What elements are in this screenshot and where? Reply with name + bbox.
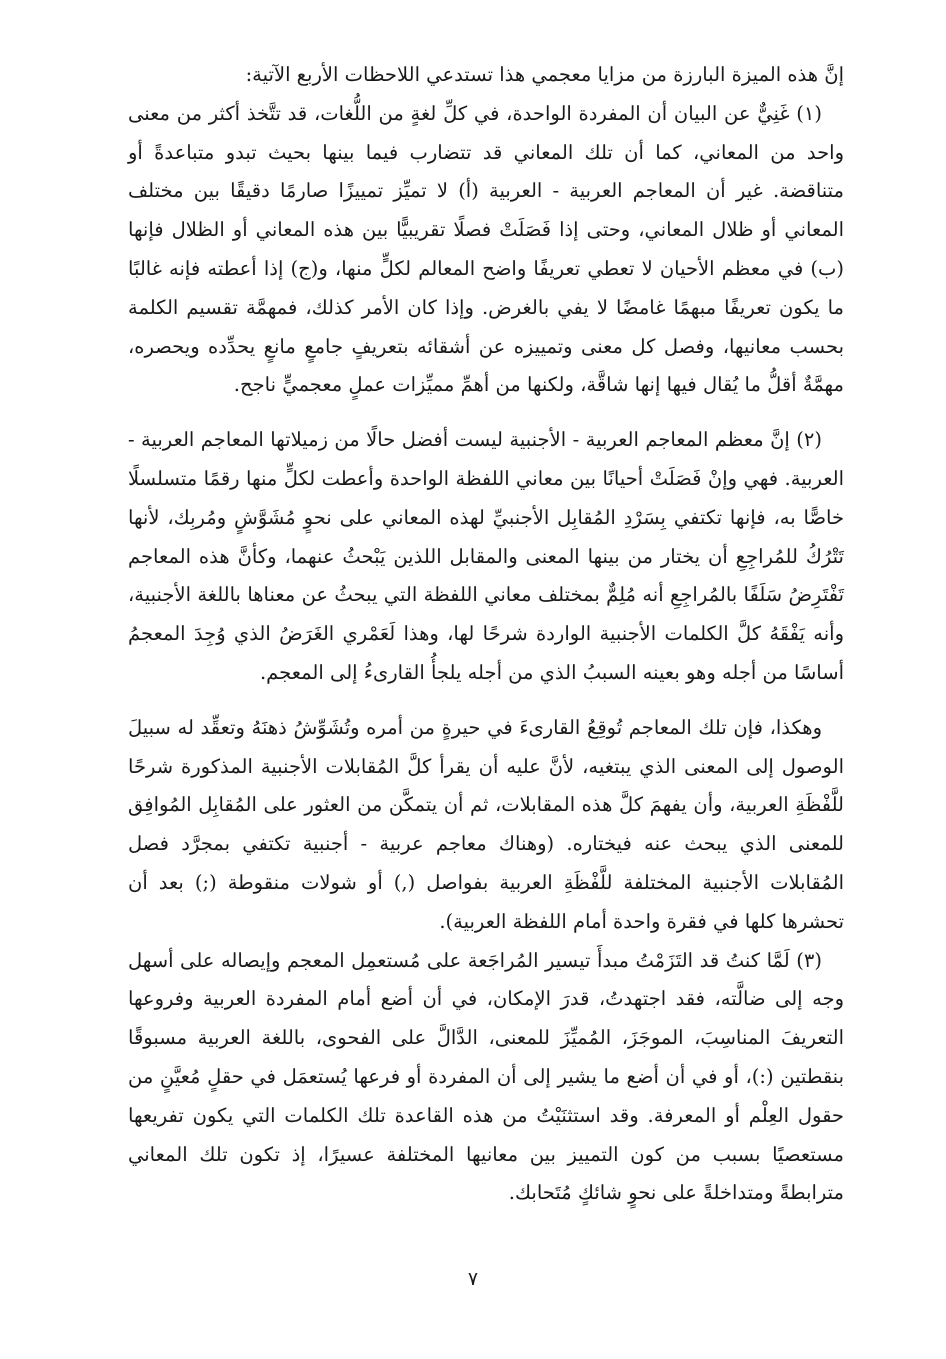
intro-paragraph: إنَّ هذه الميزة البارزة من مزايا معجمي هذا تستدعي اللاحظات الأربع الآتية: — [245, 63, 844, 86]
point-two-paragraph: (٢) إنَّ معظم المعاجم العربية - الأجنبية ليست أفضل حالًا من زميلاتها المعاجم العربية - العربية. فهي وإنْ فَصَلَتْ أحيانًا بين معاني اللفظة الواحدة وأعطت لكلٍّ منها رقمًا متسلسلًا خاصًّا به، فإنها تكتفي بِسَرْدِ المُقابِل الأجنبيِّ لهذه المعاني على نحوٍ مُشَوَّشٍ ومُربِك، لأنها تَتْرُكُ للمُراجِعِ أن يختار من بينها المعنى والمقابل اللذين يَبْحثُ عنهما، وكأنَّ هذه المعاجم تَفْتَرِضُ سَلَفًا بالمُراجِعِ أنه مُلِمٌّ بمختلف معاني اللفظة التي يبحثُ عن معناها باللغة الأجنبية، وأنه يَفْقَهُ كلَّ الكلمات الأجنبية الواردة شرحًا لها، وهذا لَعَمْري الغَرَضُ الذي وُجِدَ المعجمُ أساسًا من أجله وهو بعينه السببُ الذي من أجله يلجأُ القارىءُ إلى المعجم. — [128, 428, 844, 684]
document-body — [128, 56, 844, 1213]
page-number: ٧ — [467, 1268, 479, 1290]
point-one-paragraph: (١) غَنِيٌّ عن البيان أن المفردة الواحدة، في كلِّ لغةٍ من اللُّغات، قد تتَّخذ أكثر من معنى واحد من المعاني، كما أن تلك المعاني قد تتضارب فيما بينها بحيث تبدو متباعدةً أو متناقضة. غير أن المعاجم العربية - العربية (أ) لا تميِّز تمييزًا صارمًا دقيقًا بين مختلف المعاني أو ظلال المعاني، وحتى إذا فَصَلَتْ فصلًا تقريبيًّا بين هذه المعاني أو الظلال فإنها (ب) في معظم الأحيان لا تعطي تعريفًا واضح المعالم لكلٍّ منها، و(ج) إذا أعطته فإنه غالبًا ما يكون تعريفًا مبهمًا غامضًا لا يفي بالغرض. وإذا كان الأمر كذلك، فمهمَّة تقسيم الكلمة بحسب معانيها، وفصل كل معنى وتمييزه عن أشقائه بتعريفٍ جامعٍ مانعٍ يحدِّده ويحصره، مهمَّةٌ أقلُّ ما يُقال فيها إنها شاقَّة، ولكنها من أهمِّ مميِّزات عملٍ معجميٍّ ناجح. — [128, 101, 844, 397]
continuation-paragraph: وهكذا، فإن تلك المعاجم تُوقِعُ القارىءَ في حيرةٍ من أمره وتُشَوِّشُ ذهنَهُ وتعقِّد له سبيلَ الوصول إلى المعنى الذي يبتغيه، لأنَّ عليه أن يقرأ كلَّ المُقابلات الأجنبية المذكورة شرحًا للَّفْظَةِ العربية، وأن يفهمَ كلَّ هذه المقابلات، ثم أن يتمكَّن من العثور على المُقابِل المُوافِق للمعنى الذي يبحث عنه فيختاره. (وهناك معاجم عربية - أجنبية تكتفي بمجرَّد فصل المُقابلات الأجنبية المختلفة للَّفْظَةِ العربية بفواصل (,) أو شولات منقوطة (;) بعد أن تحشرها كلها في فقرة واحدة أمام اللفظة العربية). — [128, 715, 844, 933]
point-three-paragraph: (٣) لَمَّا كنتُ قد التَزَمْتُ مبدأَ تيسير المُراجَعة على مُستعمِل المعجم وإيصاله على أسهل وجه إلى ضالَّته، فقد اجتهدتُ، قدرَ الإمكان، في أن أضع أمام المفردة العربية وفروعها التعريفَ المناسِبَ، الموجَزَ، المُميِّزَ للمعنى، الدَّالَّ على الفحوى، باللغة العربية مسبوقًا بنقطتين (:)، أو في أن أضع ما يشير إلى أن المفردة أو فرعها يُستعمَل في حقلٍ مُعيَّنٍ من حقول العِلْم أو المعرفة. وقد استثنَيْتُ من هذه القاعدة تلك الكلمات التي يكون تفريعها مستعصيًا بسبب من كون التمييز بين معانيها المختلفة عسيرًا، إذ تكون تلك المعاني مترابطةً ومتداخلةً على نحوٍ شائكٍ مُتَحابك. — [128, 948, 844, 1205]
